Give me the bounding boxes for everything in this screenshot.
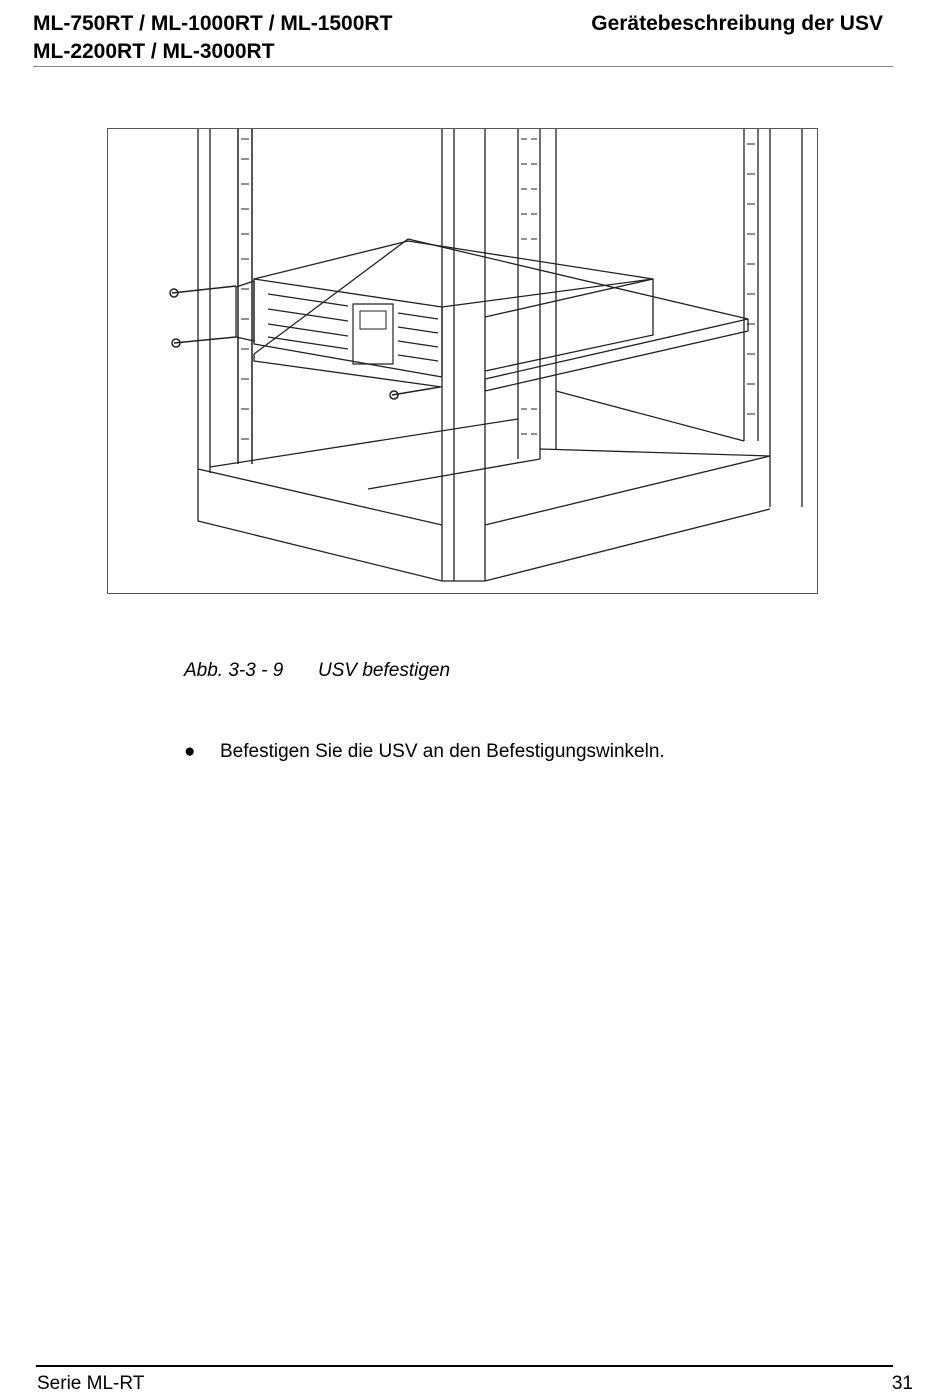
footer-divider <box>36 1365 893 1367</box>
figure-number: Abb. 3-3 - 9 <box>184 660 284 681</box>
header-divider <box>33 66 893 67</box>
instruction-text: Befestigen Sie die USV an den Befestigungswinkeln. <box>220 741 665 762</box>
rack-rail-left <box>238 129 252 464</box>
figure-caption <box>184 659 450 683</box>
header-models-line-1: ML-750RT / ML-1000RT / ML-1500RT <box>33 12 393 35</box>
header-section-title: Gerätebeschreibung der USV <box>591 12 883 35</box>
rack-post-front-left <box>442 129 485 581</box>
ups-rack-drawing <box>108 129 819 595</box>
ups-unit <box>236 241 653 377</box>
header-model-list <box>33 10 392 66</box>
rack-post-right <box>744 129 802 507</box>
instruction-item <box>184 740 665 764</box>
header-models-line-2: ML-2200RT / ML-3000RT <box>33 40 275 63</box>
footer-series: Serie ML-RT <box>37 1373 145 1394</box>
rack-mount-illustration <box>107 128 818 594</box>
figure-title: USV befestigen <box>318 660 451 681</box>
footer-page-number: 31 <box>891 1373 913 1394</box>
bullet-icon: ● <box>184 741 196 762</box>
rack-post-back-left <box>198 129 252 469</box>
rack-base <box>198 391 770 581</box>
